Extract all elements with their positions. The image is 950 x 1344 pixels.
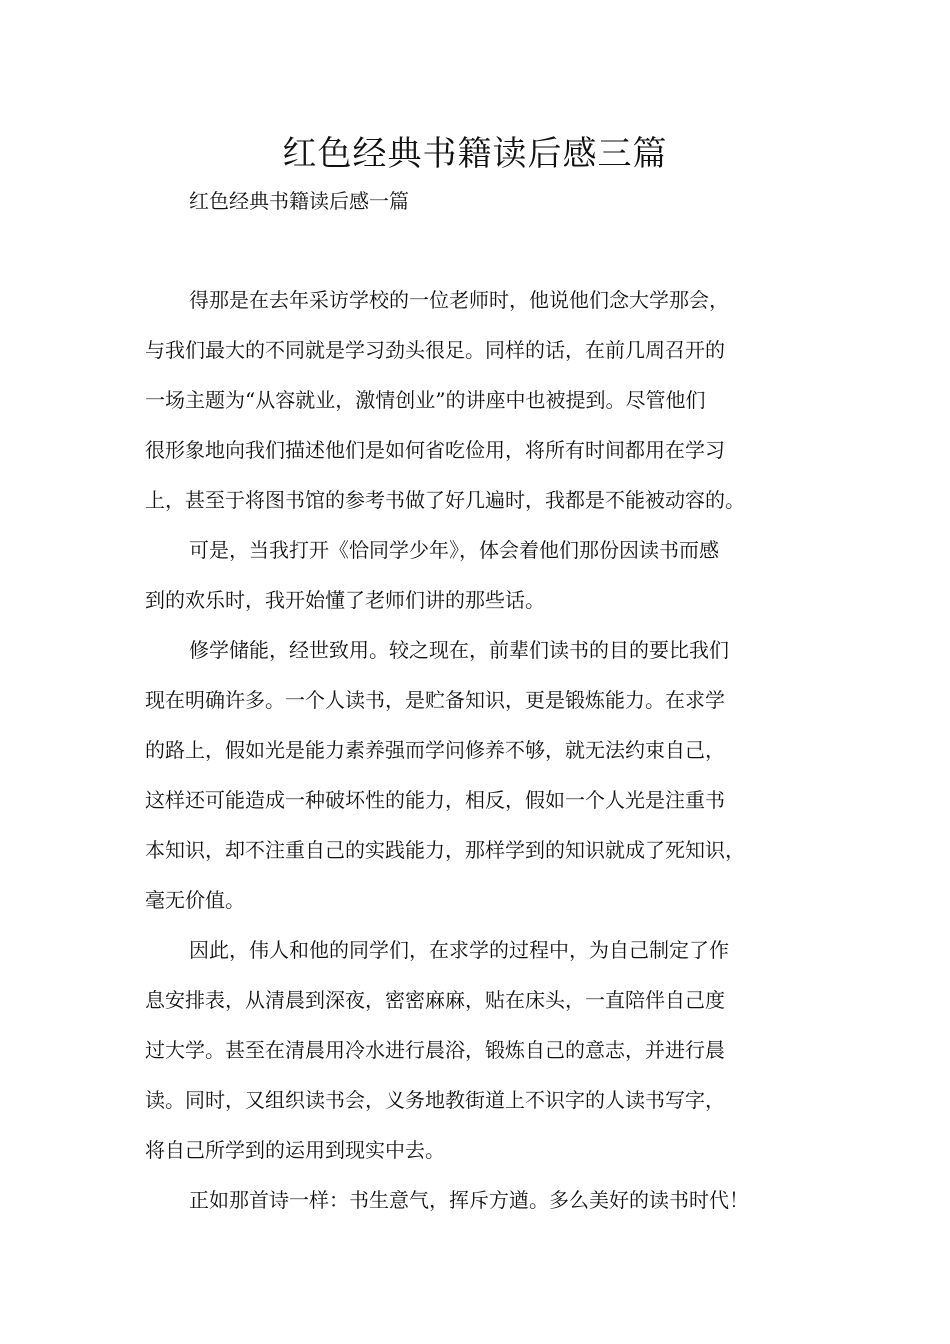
- body-line: 现在明确许多。一个人读书，是贮备知识，更是锻炼能力。在求学: [145, 688, 725, 712]
- body-line: 的路上，假如光是能力素养强而学问修养不够，就无法约束自己，: [145, 738, 725, 762]
- body-line: 修学储能，经世致用。较之现在，前辈们读书的目的要比我们: [189, 638, 729, 662]
- body-line: 一场主题为“从容就业，激情创业”的讲座中也被提到。尽管他们: [145, 388, 706, 412]
- body-line: 读。同时，又组织读书会，义务地教街道上不识字的人读书写字，: [145, 1088, 725, 1112]
- body-line: 得那是在去年采访学校的一位老师时，他说他们念大学那会，: [189, 288, 729, 312]
- body-line: 过大学。甚至在清晨用冷水进行晨浴，锻炼自己的意志，并进行晨: [145, 1038, 725, 1062]
- document-subtitle: 红色经典书籍读后感一篇: [189, 189, 409, 213]
- body-line: 上，甚至于将图书馆的参考书做了好几遍时，我都是不能被动容的。: [145, 488, 745, 512]
- body-line: 正如那首诗一样：书生意气，挥斥方遒。多么美好的读书时代！: [189, 1188, 749, 1212]
- body-line: 这样还可能造成一种破坏性的能力，相反，假如一个人光是注重书: [145, 788, 725, 812]
- body-line: 息安排表，从清晨到深夜，密密麻麻，贴在床头，一直陪伴自己度: [145, 988, 725, 1012]
- document-title: 红色经典书籍读后感三篇: [282, 134, 668, 174]
- body-line: 到的欢乐时，我开始懂了老师们讲的那些话。: [145, 588, 545, 612]
- body-line: 很形象地向我们描述他们是如何省吃俭用，将所有时间都用在学习: [145, 438, 725, 462]
- body-line: 将自己所学到的运用到现实中去。: [145, 1138, 445, 1162]
- body-line: 因此，伟人和他的同学们，在求学的过程中，为自己制定了作: [189, 938, 729, 962]
- body-line: 与我们最大的不同就是学习劲头很足。同样的话，在前几周召开的: [145, 338, 725, 362]
- body-line: 本知识，却不注重自己的实践能力，那样学到的知识就成了死知识，: [145, 838, 745, 862]
- body-line: 毫无价值。: [145, 888, 245, 912]
- body-line: 可是，当我打开《恰同学少年》，体会着他们那份因读书而感: [189, 538, 719, 562]
